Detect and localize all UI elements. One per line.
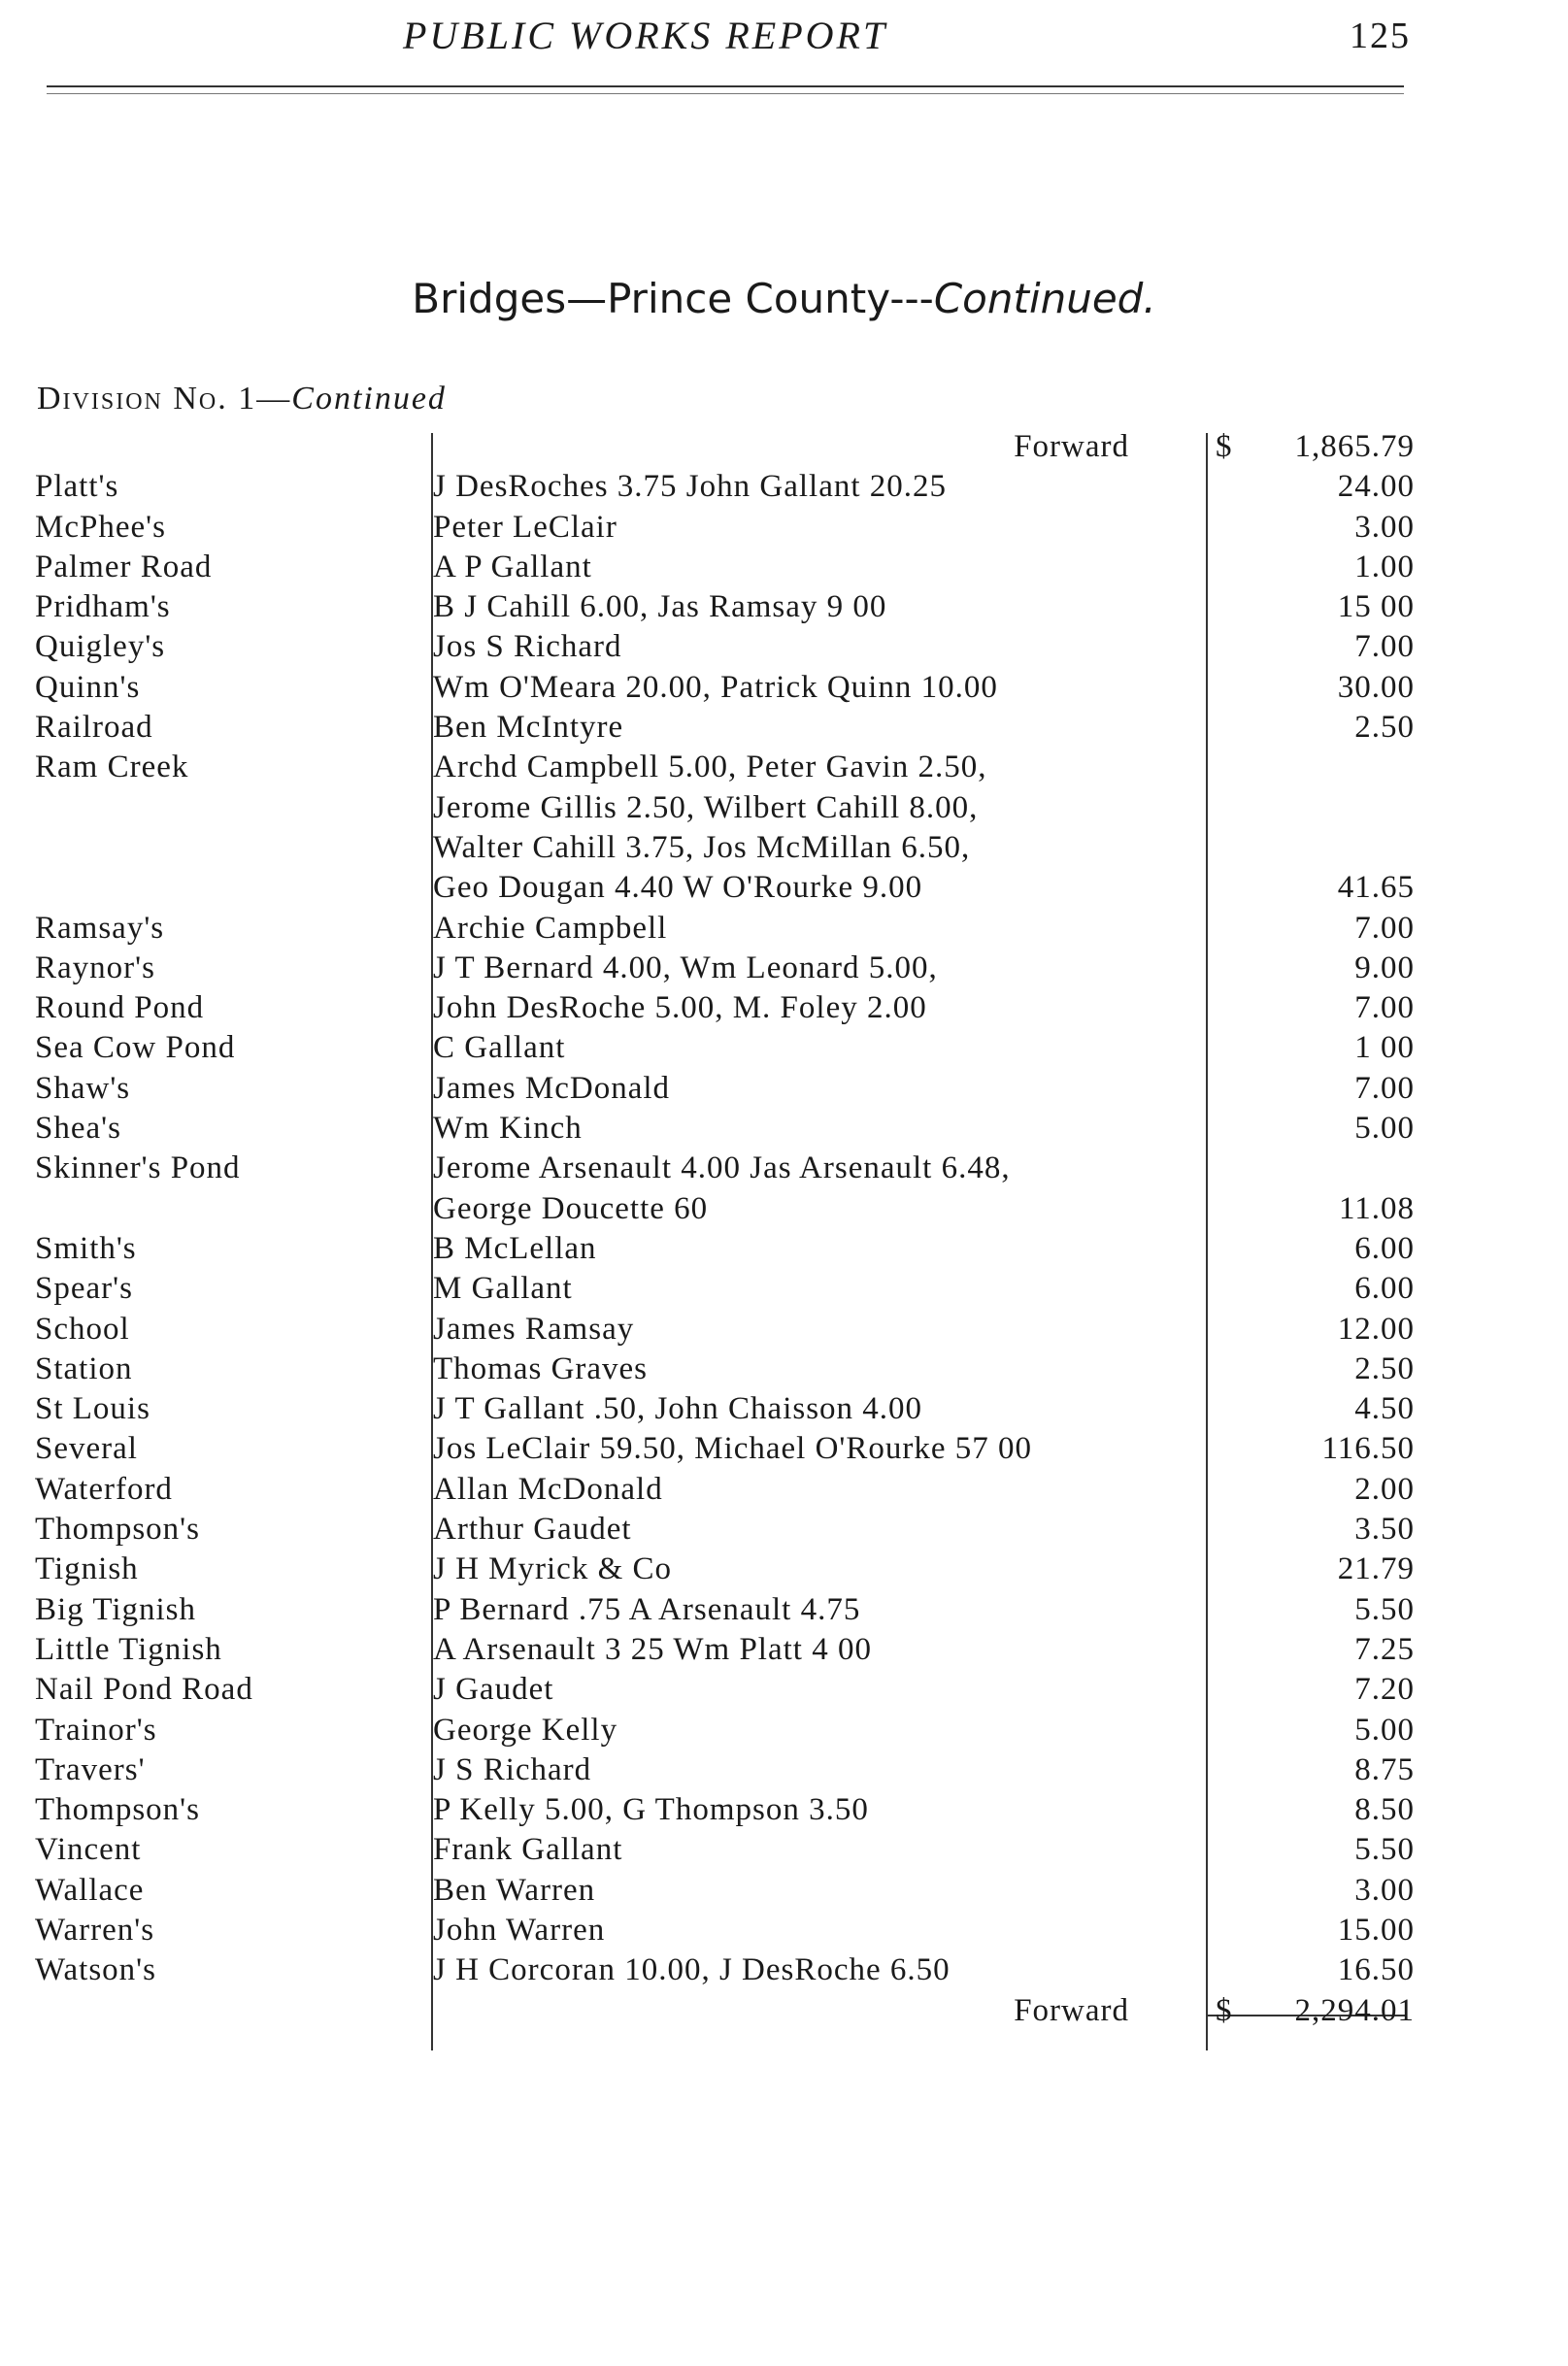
payee-list: P Kelly 5.00, G Thompson 3.50 [433, 1792, 869, 1828]
division-number: 1— [238, 381, 292, 417]
table-row [0, 1790, 1568, 1830]
amount: 15.00 [1337, 1912, 1415, 1948]
forward-label: Forward [1014, 429, 1129, 464]
amount: 9.00 [1354, 950, 1415, 985]
table-row [0, 988, 1568, 1028]
payee-list: J T Bernard 4.00, Wm Leonard 5.00, [433, 950, 938, 985]
table-row [0, 1470, 1568, 1510]
forward-label: Forward [1014, 1992, 1129, 2028]
table-row [0, 1630, 1568, 1670]
forward-total-amount: 2,294.01 [1294, 1992, 1415, 2028]
table-row [0, 1389, 1568, 1429]
table-row [0, 627, 1568, 667]
table-row [0, 548, 1568, 587]
ledger-rows [0, 427, 1568, 2031]
bridge-name: School [35, 1311, 130, 1347]
table-row [0, 1711, 1568, 1750]
table-row [0, 1069, 1568, 1109]
payee-list: Archd Campbell 5.00, Peter Gavin 2.50, [433, 750, 987, 785]
amount: 7.00 [1354, 1070, 1415, 1106]
table-row [0, 668, 1568, 708]
bridge-name: Platt's [35, 469, 119, 505]
bridge-name: Railroad [35, 710, 153, 746]
table-row [0, 1830, 1568, 1870]
payee-list: Frank Gallant [433, 1832, 623, 1868]
amount: 5.50 [1354, 1591, 1415, 1627]
table-row [0, 1871, 1568, 1911]
bridge-name: Little Tignish [35, 1631, 222, 1667]
table-row [0, 1310, 1568, 1350]
amount: 6.00 [1354, 1230, 1415, 1266]
running-title: PUBLIC WORKS REPORT [403, 14, 888, 57]
payee-list: Jerome Arsenault 4.00 Jas Arsenault 6.48, [433, 1150, 1011, 1186]
payee-list: Geo Dougan 4.40 W O'Rourke 9.00 [433, 870, 923, 906]
table-row [0, 788, 1568, 828]
amount: 3.00 [1354, 509, 1415, 545]
bridge-name: Nail Pond Road [35, 1672, 253, 1708]
table-row [0, 1269, 1568, 1309]
table-row [0, 708, 1568, 748]
payee-list: B J Cahill 6.00, Jas Ramsay 9 00 [433, 589, 887, 625]
payee-list: P Bernard .75 A Arsenault 4.75 [433, 1591, 861, 1627]
table-row [0, 828, 1568, 868]
forward-amount: 1,865.79 [1294, 429, 1415, 464]
bridge-name: Round Pond [35, 990, 205, 1026]
amount: 116.50 [1321, 1431, 1415, 1467]
amount: 5.00 [1354, 1111, 1415, 1147]
table-row [0, 1510, 1568, 1550]
table-row [0, 467, 1568, 507]
bridge-name: Warren's [35, 1912, 155, 1948]
forward-row-top [0, 427, 1568, 467]
payee-list: J T Gallant .50, John Chaisson 4.00 [433, 1391, 923, 1427]
table-row [0, 1149, 1568, 1188]
bridge-name: Quinn's [35, 669, 141, 705]
bridge-name: Vincent [35, 1832, 142, 1868]
payee-list: Thomas Graves [433, 1350, 649, 1386]
table-row [0, 868, 1568, 908]
amount: 21.79 [1337, 1551, 1415, 1587]
payee-list: Wm Kinch [433, 1111, 583, 1147]
payee-list: George Kelly [433, 1712, 618, 1748]
amount: 3.50 [1354, 1512, 1415, 1548]
bridge-name: Ramsay's [35, 910, 165, 946]
amount: 16.50 [1337, 1952, 1415, 1988]
amount: 2.50 [1354, 710, 1415, 746]
bridge-name: Station [35, 1350, 133, 1386]
table-row [0, 1229, 1568, 1269]
payee-list: Jos S Richard [433, 629, 622, 665]
payee-list: Allan McDonald [433, 1471, 663, 1507]
payee-list: B McLellan [433, 1230, 597, 1266]
amount: 12.00 [1337, 1311, 1415, 1347]
amount: 30.00 [1337, 669, 1415, 705]
bridge-name: Raynor's [35, 950, 155, 985]
payee-list: Ben Warren [433, 1872, 596, 1908]
forward-row-bottom [0, 1991, 1568, 2031]
bridge-name: Palmer Road [35, 549, 213, 584]
table-row [0, 949, 1568, 988]
division-label: Division No. [37, 381, 228, 417]
bridge-name: Several [35, 1431, 138, 1467]
currency-sign: $ [1216, 1992, 1233, 2028]
bridge-name: Shea's [35, 1111, 121, 1147]
table-row [0, 1028, 1568, 1068]
bridge-name: Thompson's [35, 1792, 200, 1828]
table-row [0, 1189, 1568, 1229]
payee-list: Walter Cahill 3.75, Jos McMillan 6.50, [433, 829, 971, 865]
payee-list: J S Richard [433, 1751, 592, 1787]
table-row [0, 1750, 1568, 1790]
bridge-name: Pridham's [35, 589, 171, 625]
payee-list: A Arsenault 3 25 Wm Platt 4 00 [433, 1631, 872, 1667]
payee-list: Ben McIntyre [433, 710, 624, 746]
payee-list: James Ramsay [433, 1311, 635, 1347]
bridge-name: McPhee's [35, 509, 166, 545]
amount: 24.00 [1337, 469, 1415, 505]
table-row [0, 1950, 1568, 1990]
running-head [0, 12, 1568, 60]
payee-list: John DesRoche 5.00, M. Foley 2.00 [433, 990, 927, 1026]
amount: 7.20 [1354, 1672, 1415, 1708]
payee-list: J H Myrick & Co [433, 1551, 672, 1587]
amount: 11.08 [1338, 1190, 1415, 1226]
amount: 3.00 [1354, 1872, 1415, 1908]
bridge-name: Skinner's Pond [35, 1150, 241, 1186]
payee-list: George Doucette 60 [433, 1190, 709, 1226]
payee-list: J H Corcoran 10.00, J DesRoche 6.50 [433, 1952, 951, 1988]
payee-list: A P Gallant [433, 549, 592, 584]
amount: 7.00 [1354, 990, 1415, 1026]
bridge-name: Big Tignish [35, 1591, 197, 1627]
payee-list: J Gaudet [433, 1672, 554, 1708]
table-row [0, 1550, 1568, 1589]
payee-list: Jerome Gillis 2.50, Wilbert Cahill 8.00, [433, 789, 979, 825]
division-continued: Continued [291, 381, 447, 417]
amount: 2.00 [1354, 1471, 1415, 1507]
header-rule [47, 85, 1404, 87]
table-row [0, 587, 1568, 627]
table-row [0, 1590, 1568, 1630]
table-row [0, 1350, 1568, 1389]
amount: 7.00 [1354, 629, 1415, 665]
bridge-name: Quigley's [35, 629, 166, 665]
bridge-name: Spear's [35, 1271, 133, 1307]
bridge-name: Smith's [35, 1230, 137, 1266]
bridge-name: Tignish [35, 1551, 139, 1587]
payee-list: Arthur Gaudet [433, 1512, 632, 1548]
amount: 7.25 [1354, 1631, 1415, 1667]
payee-list: J DesRoches 3.75 John Gallant 20.25 [433, 469, 948, 505]
amount: 2.50 [1354, 1350, 1415, 1386]
payee-list: C Gallant [433, 1030, 566, 1066]
bridge-name: Travers' [35, 1751, 146, 1787]
table-row [0, 508, 1568, 548]
payee-list: John Warren [433, 1912, 606, 1948]
currency-sign: $ [1216, 429, 1233, 464]
table-row [0, 1670, 1568, 1710]
amount: 5.00 [1354, 1712, 1415, 1748]
amount: 41.65 [1337, 870, 1415, 906]
payee-list: Archie Campbell [433, 910, 668, 946]
bridge-name: Sea Cow Pond [35, 1030, 236, 1066]
amount: 1 00 [1354, 1030, 1415, 1066]
section-title [0, 270, 1568, 328]
bridge-name: Thompson's [35, 1512, 200, 1548]
table-row [0, 909, 1568, 949]
section-title-main: Bridges—Prince County--- [412, 275, 934, 322]
bridge-name: Watson's [35, 1952, 156, 1988]
payee-list: James McDonald [433, 1070, 671, 1106]
bridge-name: Trainor's [35, 1712, 157, 1748]
section-title-continued: Continued. [933, 275, 1156, 322]
bridge-name: Wallace [35, 1872, 145, 1908]
amount: 5.50 [1354, 1832, 1415, 1868]
amount: 7.00 [1354, 910, 1415, 946]
bridge-name: St Louis [35, 1391, 150, 1427]
bridge-name: Ram Creek [35, 750, 189, 785]
table-row [0, 1429, 1568, 1469]
payee-list: Peter LeClair [433, 509, 617, 545]
payee-list: M Gallant [433, 1271, 573, 1307]
header-rule-thin [47, 93, 1404, 94]
payee-list: Wm O'Meara 20.00, Patrick Quinn 10.00 [433, 669, 998, 705]
table-row [0, 1911, 1568, 1950]
amount: 8.50 [1354, 1792, 1415, 1828]
division-heading [37, 375, 447, 423]
amount: 15 00 [1337, 589, 1415, 625]
amount: 1.00 [1354, 549, 1415, 584]
amount: 6.00 [1354, 1271, 1415, 1307]
bridge-name: Shaw's [35, 1070, 131, 1106]
table-row [0, 748, 1568, 787]
table-row [0, 1109, 1568, 1149]
amount: 8.75 [1354, 1751, 1415, 1787]
amount: 4.50 [1354, 1391, 1415, 1427]
payee-list: Jos LeClair 59.50, Michael O'Rourke 57 00 [433, 1431, 1033, 1467]
page-number: 125 [1350, 16, 1411, 56]
bridge-name: Waterford [35, 1471, 173, 1507]
